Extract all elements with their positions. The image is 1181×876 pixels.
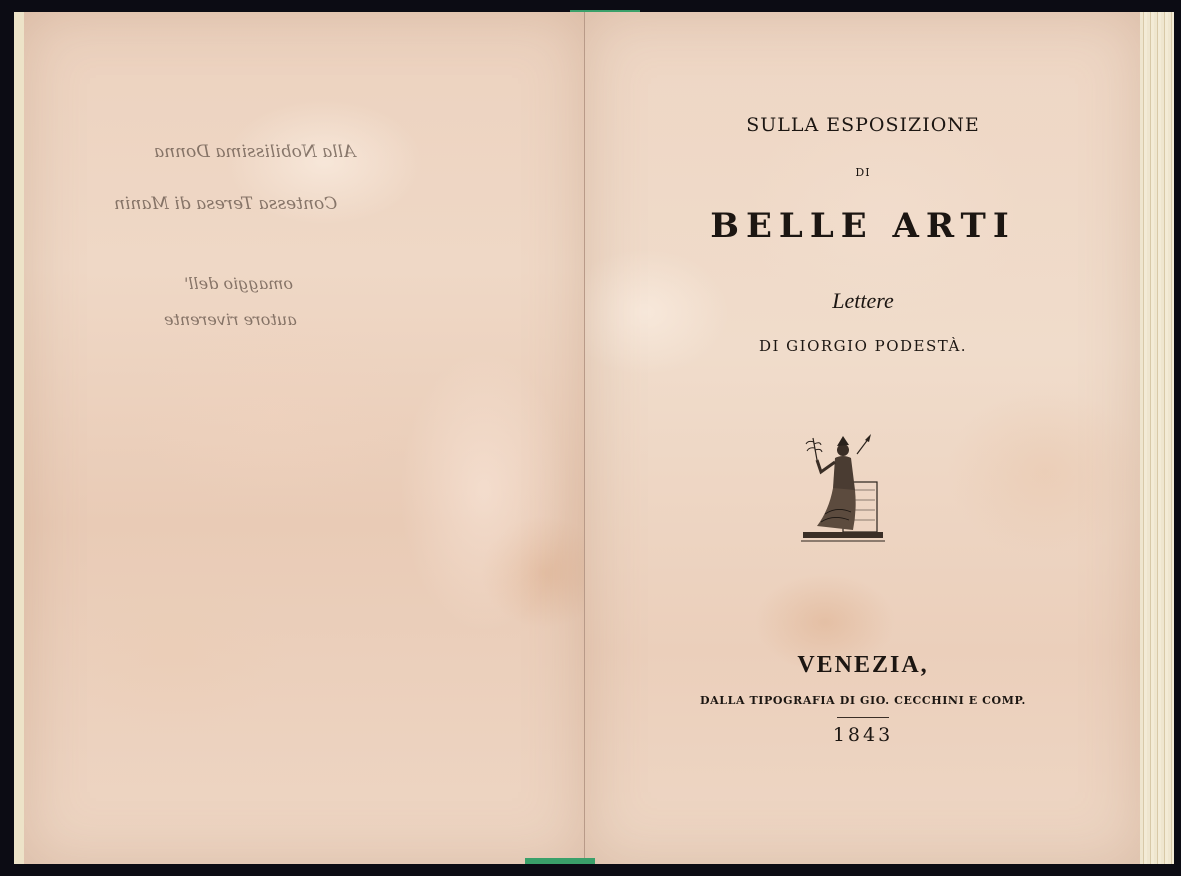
author-line: DI GIORGIO PODESTÀ. bbox=[758, 337, 968, 355]
imprint-rule bbox=[837, 717, 889, 718]
title-line-1: SULLA ESPOSIZIONE bbox=[746, 114, 980, 136]
left-page bbox=[14, 12, 584, 864]
imprint-printer: DALLA TIPOGRAFIA DI GIO. CECCHINI E COMP. bbox=[700, 694, 1026, 707]
subtitle: Lettere bbox=[832, 288, 894, 313]
handwritten-inscription-line-2: Contessa Teresa di Manin bbox=[114, 194, 338, 214]
handwritten-inscription-line-3: omaggio dell' bbox=[184, 274, 294, 293]
binding-strip-bottom bbox=[525, 858, 595, 864]
imprint-city: VENEZIA, bbox=[797, 652, 929, 678]
handwritten-inscription-line-1: Alla Nobilissima Donna bbox=[154, 142, 356, 162]
title-line-2: DI bbox=[855, 166, 871, 179]
imprint-year: 1843 bbox=[832, 724, 894, 746]
seated-figure-vignette-icon bbox=[799, 430, 889, 546]
title-page bbox=[584, 12, 1141, 864]
handwritten-inscription-line-4: autore riverente bbox=[164, 310, 297, 329]
main-title: BELLE ARTI bbox=[710, 206, 1016, 246]
page-edges bbox=[1140, 12, 1174, 864]
